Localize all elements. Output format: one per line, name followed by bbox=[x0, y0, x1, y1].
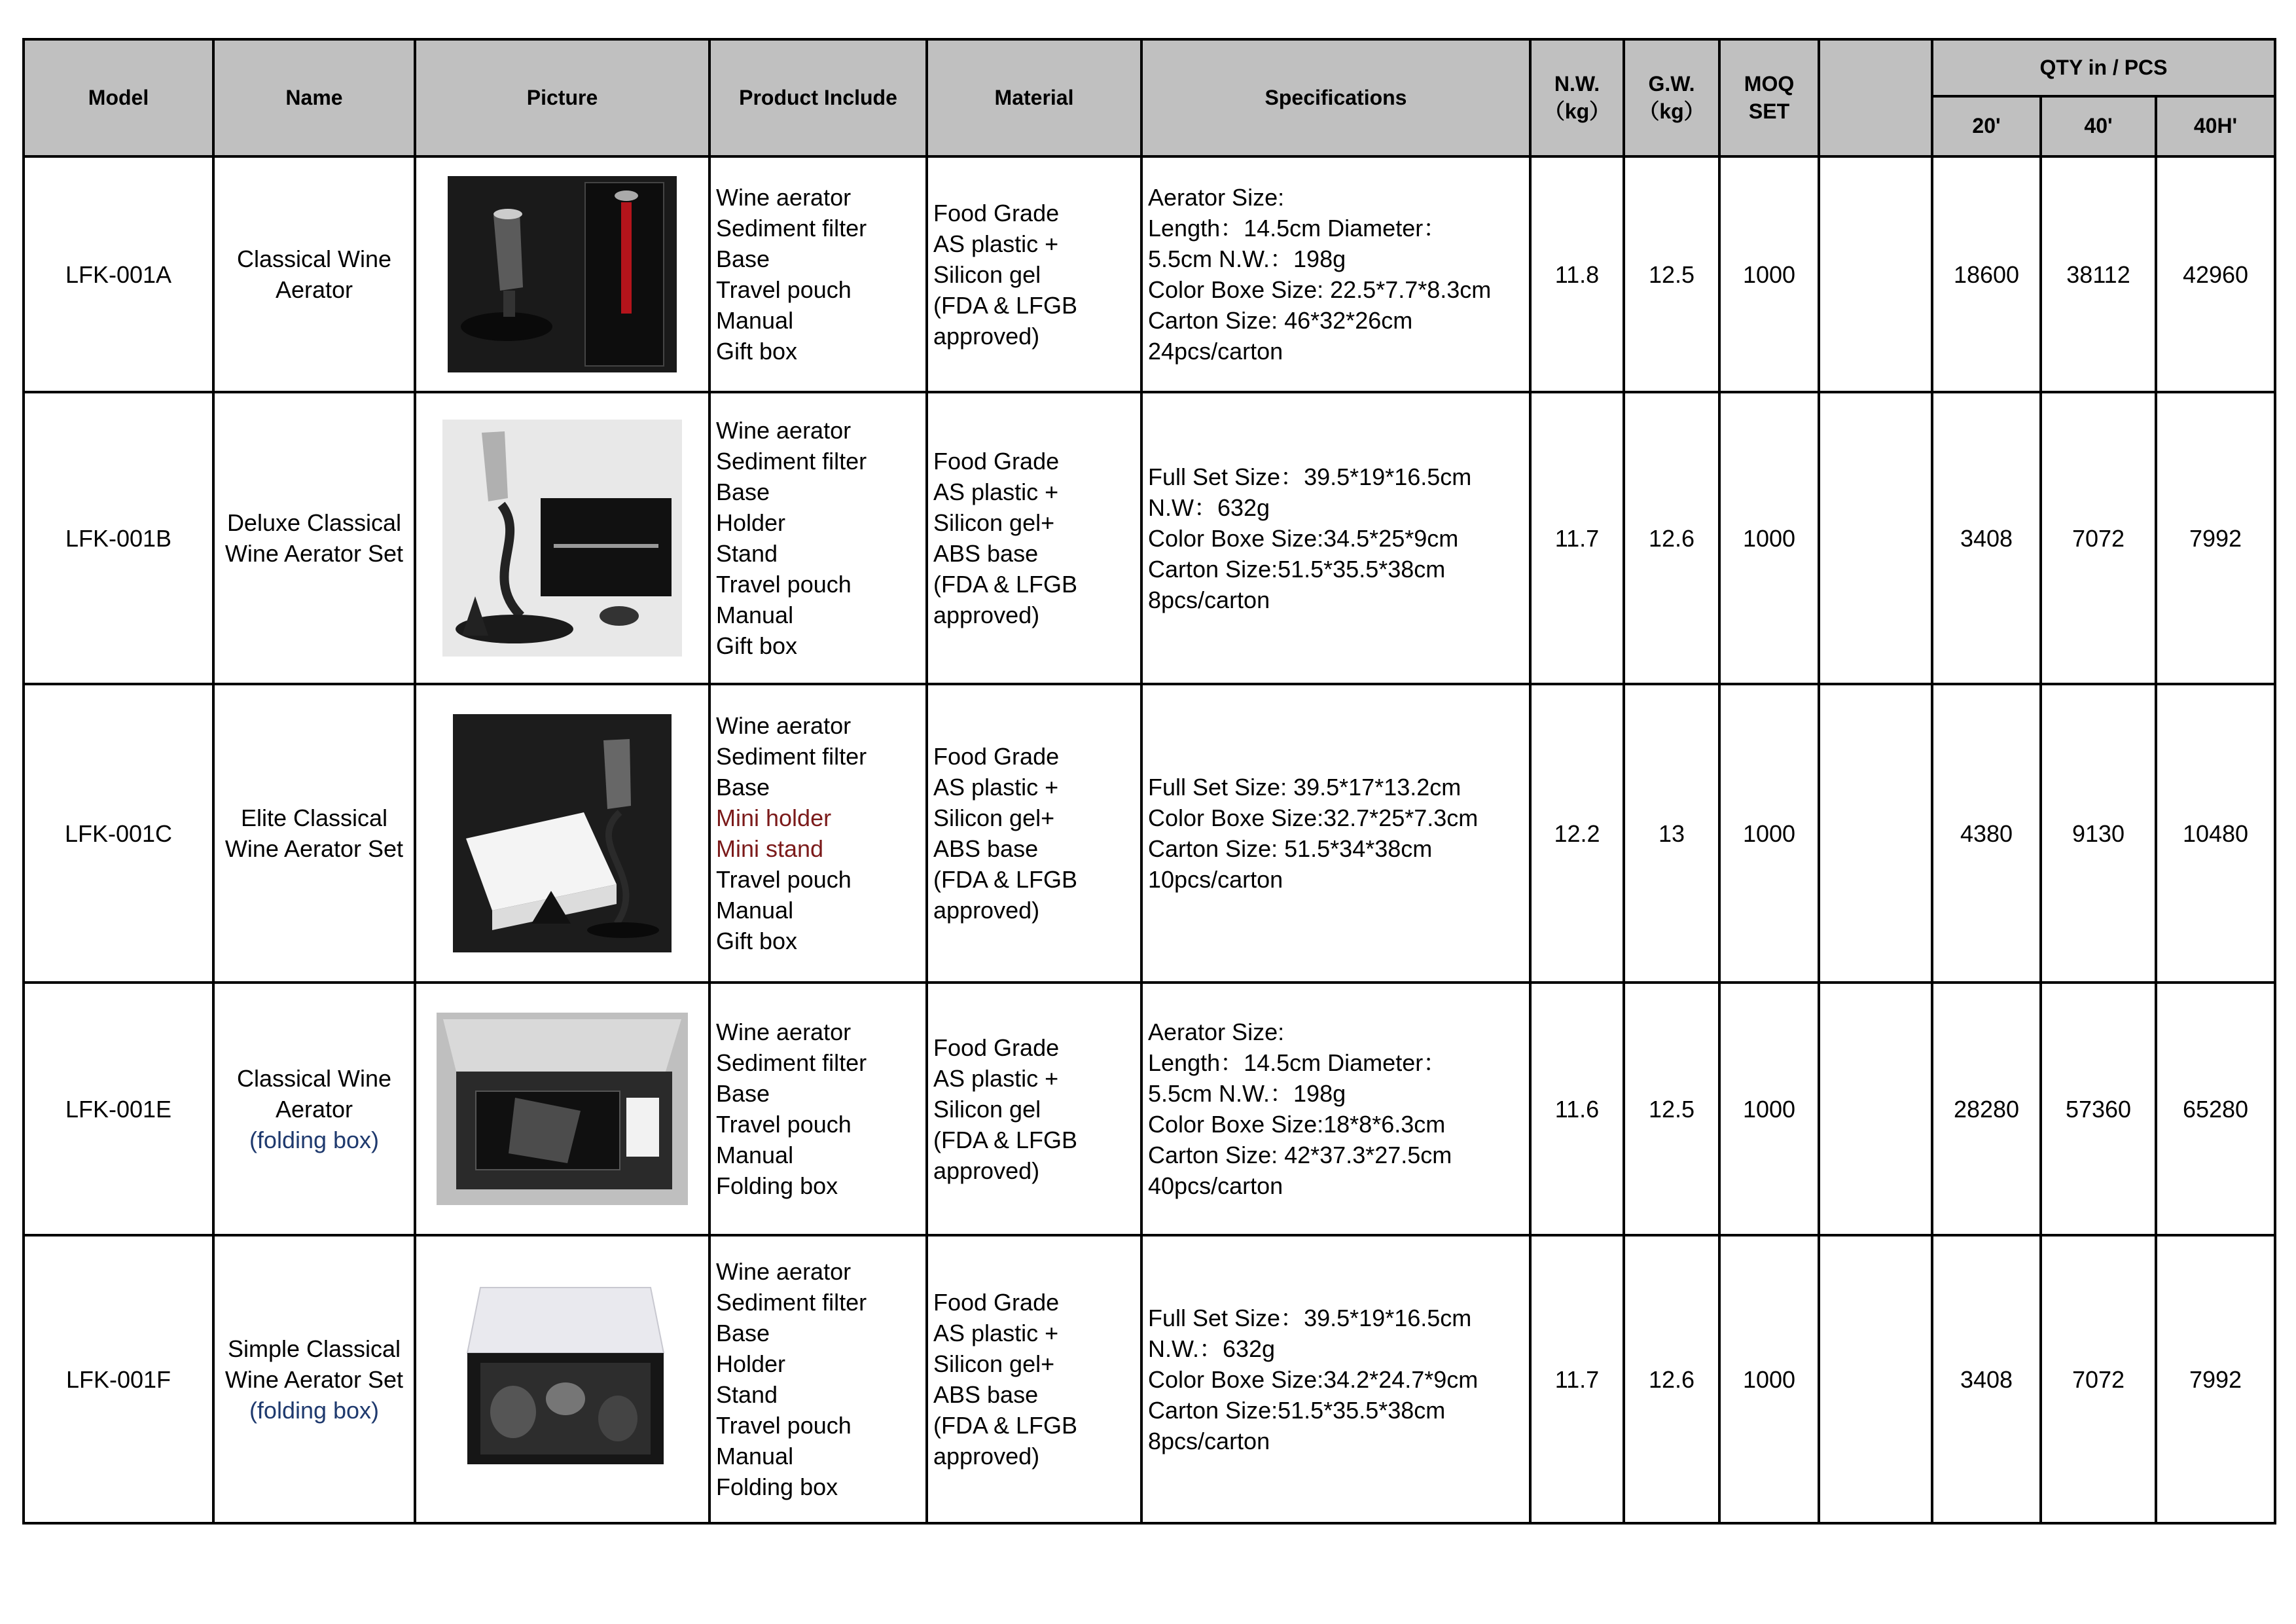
qty-20ft-cell: 3408 bbox=[1932, 392, 2041, 684]
blank-cell bbox=[1819, 156, 1932, 392]
product-name-note: (folding box) bbox=[249, 1126, 380, 1153]
header-qty: QTY in / PCS bbox=[1932, 39, 2275, 96]
product-name-line: Classical Wine bbox=[236, 1064, 392, 1092]
picture-cell bbox=[415, 156, 709, 392]
include-item: Gift box bbox=[716, 632, 798, 659]
specifications-cell bbox=[1141, 392, 1530, 684]
material-line: Food Grade bbox=[933, 448, 1060, 475]
header-net-weight bbox=[1530, 39, 1624, 156]
product-photo bbox=[453, 714, 672, 952]
include-item: Base bbox=[716, 774, 770, 801]
name-cell bbox=[213, 983, 415, 1235]
header-nw-unit: （kg） bbox=[1543, 99, 1611, 123]
material-line: ABS base bbox=[933, 1381, 1039, 1408]
spec-line: Color Boxe Size:18*8*6.3cm bbox=[1148, 1111, 1446, 1138]
picture-cell bbox=[415, 392, 709, 684]
product-name-line: Wine Aerator Set bbox=[224, 1365, 404, 1393]
moq-cell: 1000 bbox=[1719, 684, 1819, 983]
include-item: Manual bbox=[716, 307, 794, 334]
picture-cell bbox=[415, 1235, 709, 1523]
spec-line: 5.5cm N.W.：198g bbox=[1148, 1080, 1346, 1107]
name-cell bbox=[213, 392, 415, 684]
gross-weight-cell: 12.6 bbox=[1624, 1235, 1719, 1523]
include-item: Sediment filter bbox=[716, 1049, 867, 1076]
picture-cell bbox=[415, 983, 709, 1235]
material-line: Food Grade bbox=[933, 743, 1060, 770]
material-line: Food Grade bbox=[933, 199, 1060, 226]
material-line: approved) bbox=[933, 1157, 1040, 1184]
qty-20ft-cell: 28280 bbox=[1932, 983, 2041, 1235]
spec-line: Carton Size:51.5*35.5*38cm bbox=[1148, 1396, 1446, 1424]
qty-40ft-cell: 9130 bbox=[2041, 684, 2156, 983]
spec-line: 5.5cm N.W.：198g bbox=[1148, 245, 1346, 272]
include-item: Wine aerator bbox=[716, 1258, 852, 1285]
include-item: Travel pouch bbox=[716, 866, 852, 893]
include-item: Travel pouch bbox=[716, 1111, 852, 1138]
spec-line: Carton Size: 46*32*26cm bbox=[1148, 307, 1413, 334]
qty-40hq-cell: 7992 bbox=[2156, 1235, 2275, 1523]
name-cell bbox=[213, 1235, 415, 1523]
spec-line: 10pcs/carton bbox=[1148, 866, 1283, 893]
material-line: Silicon gel+ bbox=[933, 1350, 1055, 1377]
material-cell bbox=[927, 684, 1141, 983]
product-include-cell bbox=[709, 392, 927, 684]
model-cell: LFK-001E bbox=[24, 983, 213, 1235]
header-gw-label: G.W. bbox=[1648, 71, 1695, 96]
include-item: Manual bbox=[716, 602, 794, 628]
include-item: Mini holder bbox=[716, 804, 832, 831]
include-item: Gift box bbox=[716, 338, 798, 365]
material-line: (FDA & LFGB bbox=[933, 1126, 1078, 1153]
qty-40hq-cell: 7992 bbox=[2156, 392, 2275, 684]
product-photo bbox=[448, 176, 677, 372]
table-row bbox=[24, 392, 2275, 684]
product-name-line: Simple Classical bbox=[227, 1335, 401, 1362]
spec-line: 8pcs/carton bbox=[1148, 1427, 1270, 1454]
spec-line: Carton Size: 42*37.3*27.5cm bbox=[1148, 1142, 1452, 1168]
header-moq-label: MOQ bbox=[1744, 71, 1795, 96]
include-item: Manual bbox=[716, 1443, 794, 1470]
spec-line: 24pcs/carton bbox=[1148, 338, 1283, 365]
net-weight-cell: 12.2 bbox=[1530, 684, 1624, 983]
product-name-line: Elite Classical bbox=[240, 804, 388, 831]
product-include-cell bbox=[709, 156, 927, 392]
specifications-cell bbox=[1141, 1235, 1530, 1523]
include-item: Wine aerator bbox=[716, 184, 852, 211]
spec-line: 8pcs/carton bbox=[1148, 586, 1270, 613]
include-item: Sediment filter bbox=[716, 743, 867, 770]
include-item: Sediment filter bbox=[716, 448, 867, 475]
product-name-line: Wine Aerator Set bbox=[224, 835, 404, 862]
include-item: Folding box bbox=[716, 1172, 838, 1199]
header-blank bbox=[1819, 39, 1932, 156]
material-line: Silicon gel+ bbox=[933, 509, 1055, 536]
material-line: AS plastic + bbox=[933, 478, 1059, 505]
table-row bbox=[24, 156, 2275, 392]
include-item: Base bbox=[716, 245, 770, 272]
table-row bbox=[24, 1235, 2275, 1523]
specifications-cell bbox=[1141, 156, 1530, 392]
material-line: ABS base bbox=[933, 835, 1039, 862]
include-item: Wine aerator bbox=[716, 1019, 852, 1045]
header-model: Model bbox=[24, 39, 213, 156]
header-gross-weight bbox=[1624, 39, 1719, 156]
material-cell bbox=[927, 983, 1141, 1235]
material-line: AS plastic + bbox=[933, 1320, 1059, 1346]
header-nw-label: N.W. bbox=[1554, 71, 1600, 96]
include-item: Base bbox=[716, 478, 770, 505]
product-name-line: Wine Aerator Set bbox=[224, 540, 404, 567]
product-picture bbox=[448, 176, 677, 372]
include-item: Travel pouch bbox=[716, 276, 852, 303]
header-product-include: Product Include bbox=[709, 39, 927, 156]
header-qty-40ft: 40' bbox=[2041, 96, 2156, 156]
include-item: Manual bbox=[716, 1142, 794, 1168]
model-cell: LFK-001F bbox=[24, 1235, 213, 1523]
specifications-cell bbox=[1141, 983, 1530, 1235]
product-picture bbox=[454, 1281, 670, 1477]
qty-40hq-cell: 10480 bbox=[2156, 684, 2275, 983]
material-line: approved) bbox=[933, 602, 1040, 628]
material-line: approved) bbox=[933, 1443, 1040, 1470]
include-item: Base bbox=[716, 1080, 770, 1107]
table-row bbox=[24, 983, 2275, 1235]
qty-40ft-cell: 38112 bbox=[2041, 156, 2156, 392]
spec-line: N.W：632g bbox=[1148, 494, 1270, 521]
spec-line: Color Boxe Size: 22.5*7.7*8.3cm bbox=[1148, 276, 1492, 303]
header-gw-unit: （kg） bbox=[1638, 99, 1705, 123]
product-picture bbox=[453, 714, 672, 952]
moq-cell: 1000 bbox=[1719, 392, 1819, 684]
net-weight-cell: 11.8 bbox=[1530, 156, 1624, 392]
qty-20ft-cell: 18600 bbox=[1932, 156, 2041, 392]
spec-line: Color Boxe Size:34.5*25*9cm bbox=[1148, 524, 1459, 552]
spec-line: Length：14.5cm Diameter： bbox=[1148, 215, 1447, 242]
material-line: AS plastic + bbox=[933, 1064, 1059, 1092]
qty-20ft-cell: 4380 bbox=[1932, 684, 2041, 983]
moq-cell: 1000 bbox=[1719, 1235, 1819, 1523]
header-qty-20ft: 20' bbox=[1932, 96, 2041, 156]
include-item: Manual bbox=[716, 897, 794, 924]
product-include-cell bbox=[709, 1235, 927, 1523]
spec-line: Color Boxe Size:34.2*24.7*9cm bbox=[1148, 1365, 1479, 1393]
product-name-note: (folding box) bbox=[249, 1396, 380, 1424]
gross-weight-cell: 12.6 bbox=[1624, 392, 1719, 684]
product-picture bbox=[437, 1013, 688, 1205]
include-item: Holder bbox=[716, 1350, 786, 1377]
material-line: Silicon gel bbox=[933, 261, 1041, 288]
include-item: Wine aerator bbox=[716, 712, 852, 739]
spec-line: 40pcs/carton bbox=[1148, 1172, 1283, 1199]
gross-weight-cell: 12.5 bbox=[1624, 156, 1719, 392]
qty-40ft-cell: 7072 bbox=[2041, 1235, 2156, 1523]
material-cell bbox=[927, 156, 1141, 392]
material-line: (FDA & LFGB bbox=[933, 291, 1078, 319]
spec-line: Full Set Size：39.5*19*16.5cm bbox=[1148, 463, 1472, 490]
net-weight-cell: 11.6 bbox=[1530, 983, 1624, 1235]
product-name-line: Deluxe Classical bbox=[226, 509, 402, 536]
table-row bbox=[24, 684, 2275, 983]
qty-20ft-cell: 3408 bbox=[1932, 1235, 2041, 1523]
include-item: Sediment filter bbox=[716, 215, 867, 242]
product-name-line: Aerator bbox=[275, 276, 353, 303]
product-include-cell bbox=[709, 983, 927, 1235]
product-name-line: Aerator bbox=[275, 1095, 353, 1123]
material-line: Food Grade bbox=[933, 1289, 1060, 1316]
qty-40ft-cell: 7072 bbox=[2041, 392, 2156, 684]
qty-40hq-cell: 42960 bbox=[2156, 156, 2275, 392]
spec-line: Carton Size:51.5*35.5*38cm bbox=[1148, 555, 1446, 583]
gross-weight-cell: 13 bbox=[1624, 684, 1719, 983]
product-picture bbox=[442, 420, 682, 657]
product-photo bbox=[442, 420, 682, 657]
material-line: Silicon gel bbox=[933, 1095, 1041, 1123]
spec-line: Carton Size: 51.5*34*38cm bbox=[1148, 835, 1433, 862]
header-qty-40hq: 40H' bbox=[2156, 96, 2275, 156]
qty-40hq-cell: 65280 bbox=[2156, 983, 2275, 1235]
include-item: Travel pouch bbox=[716, 1412, 852, 1439]
include-item: Holder bbox=[716, 509, 786, 536]
material-cell bbox=[927, 1235, 1141, 1523]
blank-cell bbox=[1819, 684, 1932, 983]
header-name: Name bbox=[213, 39, 415, 156]
include-item: Stand bbox=[716, 1381, 778, 1408]
blank-cell bbox=[1819, 1235, 1932, 1523]
model-cell: LFK-001B bbox=[24, 392, 213, 684]
material-cell bbox=[927, 392, 1141, 684]
spec-line: Aerator Size: bbox=[1148, 184, 1285, 211]
include-item: Stand bbox=[716, 540, 778, 567]
material-line: approved) bbox=[933, 322, 1040, 350]
name-cell bbox=[213, 156, 415, 392]
spec-line: Length：14.5cm Diameter： bbox=[1148, 1049, 1447, 1076]
net-weight-cell: 11.7 bbox=[1530, 392, 1624, 684]
spec-line: Color Boxe Size:32.7*25*7.3cm bbox=[1148, 804, 1479, 831]
picture-cell bbox=[415, 684, 709, 983]
specifications-cell bbox=[1141, 684, 1530, 983]
model-cell: LFK-001A bbox=[24, 156, 213, 392]
spec-line: N.W.：632g bbox=[1148, 1335, 1276, 1362]
include-item: Folding box bbox=[716, 1473, 838, 1500]
net-weight-cell: 11.7 bbox=[1530, 1235, 1624, 1523]
header-moq bbox=[1719, 39, 1819, 156]
include-item: Wine aerator bbox=[716, 417, 852, 444]
material-line: approved) bbox=[933, 897, 1040, 924]
material-line: ABS base bbox=[933, 540, 1039, 567]
include-item: Travel pouch bbox=[716, 571, 852, 598]
spec-line: Full Set Size: 39.5*17*13.2cm bbox=[1148, 774, 1462, 801]
material-line: (FDA & LFGB bbox=[933, 866, 1078, 893]
qty-40ft-cell: 57360 bbox=[2041, 983, 2156, 1235]
include-item: Base bbox=[716, 1320, 770, 1346]
material-line: (FDA & LFGB bbox=[933, 571, 1078, 598]
blank-cell bbox=[1819, 392, 1932, 684]
spec-line: Full Set Size：39.5*19*16.5cm bbox=[1148, 1304, 1472, 1331]
moq-cell: 1000 bbox=[1719, 983, 1819, 1235]
product-name-line: Classical Wine bbox=[236, 245, 392, 272]
material-line: AS plastic + bbox=[933, 230, 1059, 257]
header-moq-unit: SET bbox=[1748, 99, 1790, 123]
name-cell bbox=[213, 684, 415, 983]
header-specifications: Specifications bbox=[1141, 39, 1530, 156]
material-line: Silicon gel+ bbox=[933, 804, 1055, 831]
product-include-cell bbox=[709, 684, 927, 983]
product-photo bbox=[454, 1281, 670, 1477]
material-line: (FDA & LFGB bbox=[933, 1412, 1078, 1439]
gross-weight-cell: 12.5 bbox=[1624, 983, 1719, 1235]
model-cell: LFK-001C bbox=[24, 684, 213, 983]
blank-cell bbox=[1819, 983, 1932, 1235]
header-material: Material bbox=[927, 39, 1141, 156]
spec-line: Aerator Size: bbox=[1148, 1019, 1285, 1045]
material-line: Food Grade bbox=[933, 1034, 1060, 1061]
header-picture: Picture bbox=[415, 39, 709, 156]
include-item: Gift box bbox=[716, 928, 798, 954]
include-item: Sediment filter bbox=[716, 1289, 867, 1316]
product-photo bbox=[437, 1013, 688, 1205]
include-item: Mini stand bbox=[716, 835, 824, 862]
material-line: AS plastic + bbox=[933, 774, 1059, 801]
product-table bbox=[22, 38, 2276, 1525]
moq-cell: 1000 bbox=[1719, 156, 1819, 392]
